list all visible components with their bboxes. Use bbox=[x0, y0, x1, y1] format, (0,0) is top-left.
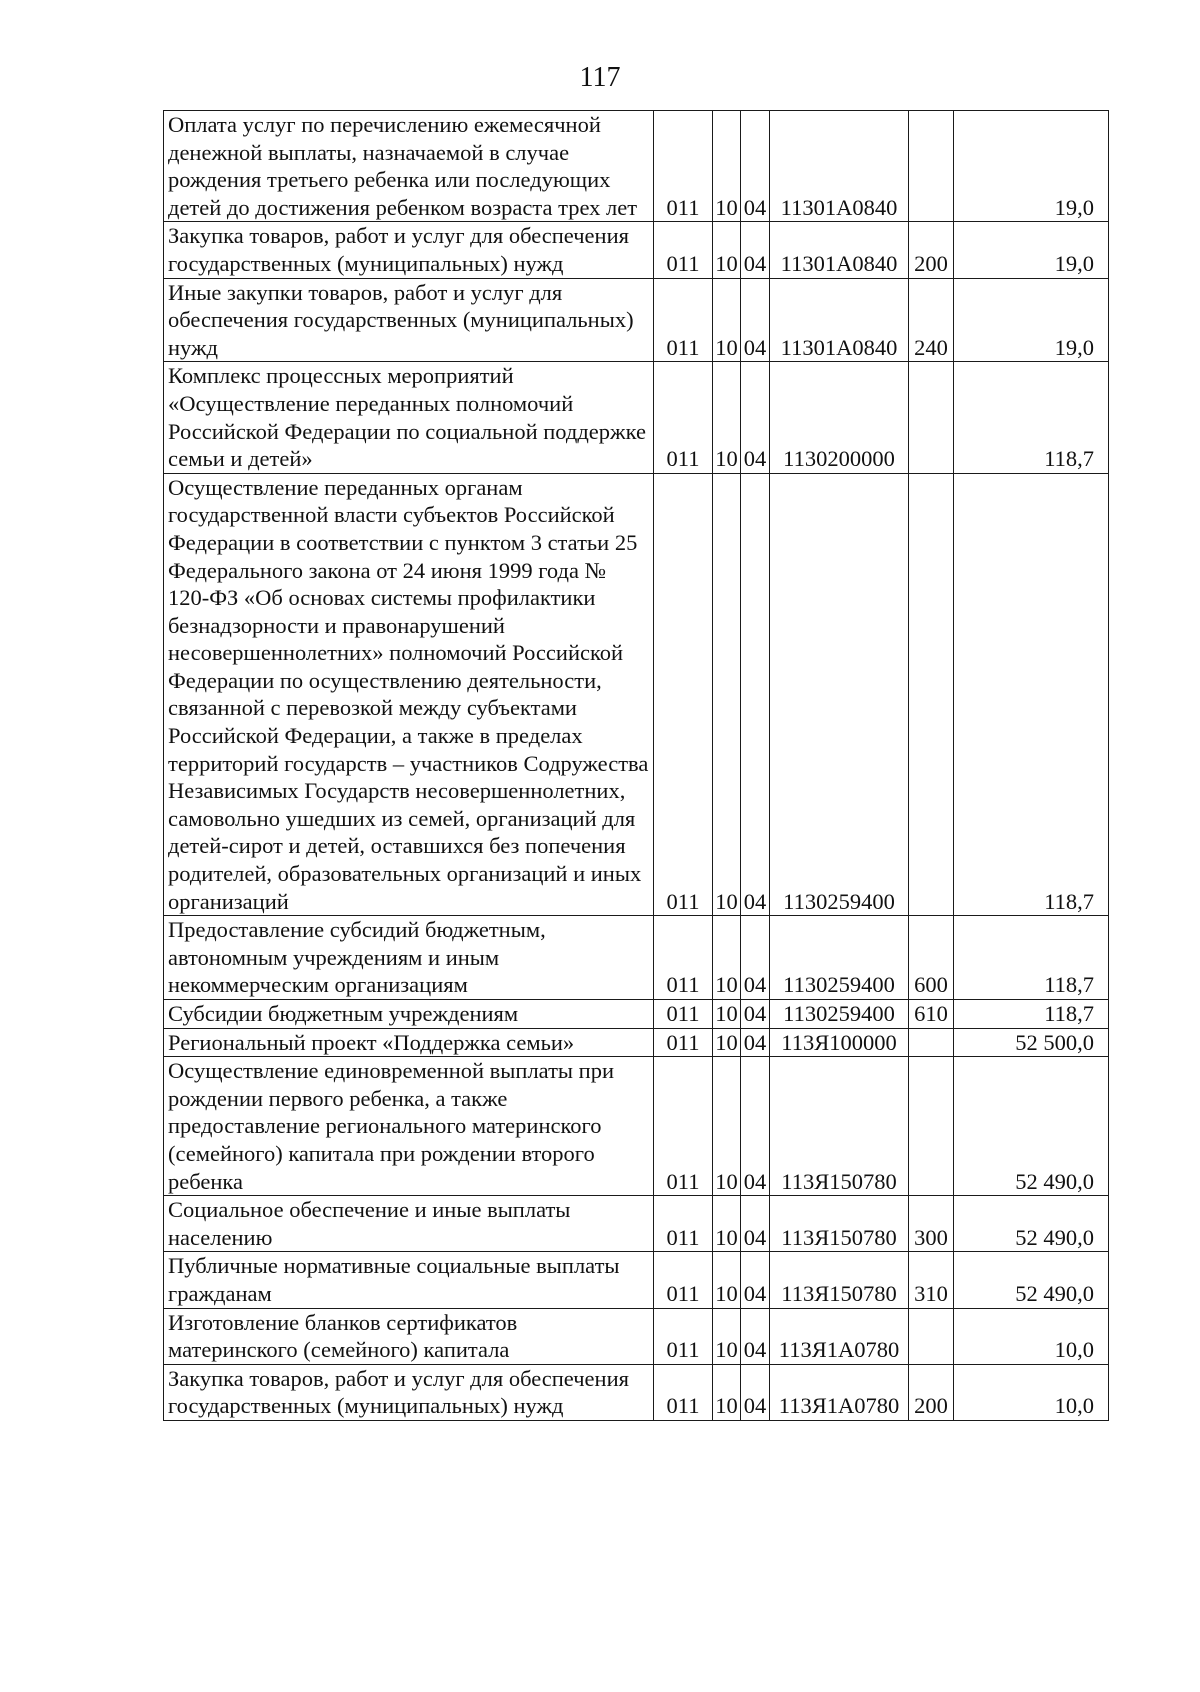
row-name: Предоставление субсидий бюджетным, автономным учреждениям и иным некоммерческим организациям bbox=[164, 916, 654, 1000]
amount: 118,7 bbox=[954, 916, 1109, 1000]
target-article-code: 1130259400 bbox=[770, 916, 909, 1000]
amount: 19,0 bbox=[954, 111, 1109, 222]
table-row bbox=[164, 473, 1109, 916]
subsection-code: 04 bbox=[741, 111, 770, 222]
target-article-code: 1130259400 bbox=[770, 473, 909, 916]
table-row bbox=[164, 111, 1109, 222]
table-row bbox=[164, 278, 1109, 362]
amount: 118,7 bbox=[954, 362, 1109, 473]
expense-type-code: 600 bbox=[909, 916, 954, 1000]
section-code: 10 bbox=[713, 111, 741, 222]
expense-type-code bbox=[909, 473, 954, 916]
section-code: 10 bbox=[713, 1308, 741, 1364]
target-article-code: 1130200000 bbox=[770, 362, 909, 473]
ministry-code: 011 bbox=[654, 1000, 713, 1029]
expense-type-code bbox=[909, 1308, 954, 1364]
amount: 118,7 bbox=[954, 1000, 1109, 1029]
amount: 19,0 bbox=[954, 278, 1109, 362]
amount: 52 500,0 bbox=[954, 1028, 1109, 1057]
table-row bbox=[164, 1308, 1109, 1364]
subsection-code: 04 bbox=[741, 362, 770, 473]
subsection-code: 04 bbox=[741, 1196, 770, 1252]
section-code: 10 bbox=[713, 1364, 741, 1420]
ministry-code: 011 bbox=[654, 1364, 713, 1420]
expense-type-code bbox=[909, 1057, 954, 1196]
subsection-code: 04 bbox=[741, 1252, 770, 1308]
section-code: 10 bbox=[713, 1028, 741, 1057]
target-article-code: 113Я1А0780 bbox=[770, 1364, 909, 1420]
section-code: 10 bbox=[713, 1057, 741, 1196]
ministry-code: 011 bbox=[654, 916, 713, 1000]
table-row bbox=[164, 362, 1109, 473]
subsection-code: 04 bbox=[741, 473, 770, 916]
row-name: Закупка товаров, работ и услуг для обеспечения государственных (муниципальных) нужд bbox=[164, 222, 654, 278]
section-code: 10 bbox=[713, 916, 741, 1000]
expense-type-code bbox=[909, 111, 954, 222]
table-row bbox=[164, 1057, 1109, 1196]
subsection-code: 04 bbox=[741, 278, 770, 362]
expense-type-code: 240 bbox=[909, 278, 954, 362]
ministry-code: 011 bbox=[654, 1308, 713, 1364]
table-row bbox=[164, 1028, 1109, 1057]
expense-type-code: 300 bbox=[909, 1196, 954, 1252]
row-name: Социальное обеспечение и иные выплаты населению bbox=[164, 1196, 654, 1252]
amount: 10,0 bbox=[954, 1364, 1109, 1420]
subsection-code: 04 bbox=[741, 916, 770, 1000]
row-name: Публичные нормативные социальные выплаты гражданам bbox=[164, 1252, 654, 1308]
target-article-code: 113Я1А0780 bbox=[770, 1308, 909, 1364]
expense-type-code: 200 bbox=[909, 222, 954, 278]
table-row bbox=[164, 222, 1109, 278]
section-code: 10 bbox=[713, 222, 741, 278]
expense-type-code: 200 bbox=[909, 1364, 954, 1420]
section-code: 10 bbox=[713, 1252, 741, 1308]
ministry-code: 011 bbox=[654, 222, 713, 278]
amount: 118,7 bbox=[954, 473, 1109, 916]
row-name: Осуществление переданных органам государственной власти субъектов Российской Федерации в соответствии с пунктом 3 статьи 25 Федерального закона от 24 июня 1999 года № 120-ФЗ «Об основах системы профилактики безнадзорности и правонарушений несовершеннолетних» полномочий Российской Федерации по осуществлению деятельности, связанной с перевозкой между субъектами Российской Федерации, а также в пределах территорий государств – участников Содружества Независимых Государств несовершеннолетних, самовольно ушедших из семей, организаций для детей-сирот и детей, оставшихся без попечения родителей, образовательных организаций и иных организаций bbox=[164, 473, 654, 916]
target-article-code: 1130259400 bbox=[770, 1000, 909, 1029]
section-code: 10 bbox=[713, 1196, 741, 1252]
subsection-code: 04 bbox=[741, 222, 770, 278]
ministry-code: 011 bbox=[654, 278, 713, 362]
ministry-code: 011 bbox=[654, 473, 713, 916]
target-article-code: 11301А0840 bbox=[770, 111, 909, 222]
row-name: Осуществление единовременной выплаты при рождении первого ребенка, а также предоставление регионального материнского (семейного) капитала при рождении второго ребенка bbox=[164, 1057, 654, 1196]
ministry-code: 011 bbox=[654, 1028, 713, 1057]
row-name: Изготовление бланков сертификатов материнского (семейного) капитала bbox=[164, 1308, 654, 1364]
ministry-code: 011 bbox=[654, 1057, 713, 1196]
budget-table bbox=[163, 110, 1109, 1421]
table-row bbox=[164, 1252, 1109, 1308]
table-row bbox=[164, 1000, 1109, 1029]
subsection-code: 04 bbox=[741, 1364, 770, 1420]
expense-type-code bbox=[909, 362, 954, 473]
section-code: 10 bbox=[713, 1000, 741, 1029]
row-name: Закупка товаров, работ и услуг для обеспечения государственных (муниципальных) нужд bbox=[164, 1364, 654, 1420]
amount: 10,0 bbox=[954, 1308, 1109, 1364]
target-article-code: 11301А0840 bbox=[770, 278, 909, 362]
subsection-code: 04 bbox=[741, 1000, 770, 1029]
row-name: Субсидии бюджетным учреждениям bbox=[164, 1000, 654, 1029]
amount: 52 490,0 bbox=[954, 1057, 1109, 1196]
subsection-code: 04 bbox=[741, 1308, 770, 1364]
expense-type-code: 310 bbox=[909, 1252, 954, 1308]
table-row bbox=[164, 1364, 1109, 1420]
row-name: Оплата услуг по перечислению ежемесячной денежной выплаты, назначаемой в случае рождения третьего ребенка или последующих детей до достижения ребенком возраста трех лет bbox=[164, 111, 654, 222]
row-name: Комплекс процессных мероприятий «Осуществление переданных полномочий Российской Федерации по социальной поддержке семьи и детей» bbox=[164, 362, 654, 473]
table-row bbox=[164, 1196, 1109, 1252]
ministry-code: 011 bbox=[654, 1252, 713, 1308]
table-row bbox=[164, 916, 1109, 1000]
expense-type-code: 610 bbox=[909, 1000, 954, 1029]
target-article-code: 113Я100000 bbox=[770, 1028, 909, 1057]
subsection-code: 04 bbox=[741, 1028, 770, 1057]
amount: 52 490,0 bbox=[954, 1252, 1109, 1308]
ministry-code: 011 bbox=[654, 1196, 713, 1252]
section-code: 10 bbox=[713, 278, 741, 362]
target-article-code: 11301А0840 bbox=[770, 222, 909, 278]
target-article-code: 113Я150780 bbox=[770, 1252, 909, 1308]
page-number: 117 bbox=[579, 62, 621, 93]
section-code: 10 bbox=[713, 473, 741, 916]
subsection-code: 04 bbox=[741, 1057, 770, 1196]
row-name: Региональный проект «Поддержка семьи» bbox=[164, 1028, 654, 1057]
target-article-code: 113Я150780 bbox=[770, 1196, 909, 1252]
ministry-code: 011 bbox=[654, 362, 713, 473]
section-code: 10 bbox=[713, 362, 741, 473]
amount: 19,0 bbox=[954, 222, 1109, 278]
row-name: Иные закупки товаров, работ и услуг для обеспечения государственных (муниципальных) нужд bbox=[164, 278, 654, 362]
amount: 52 490,0 bbox=[954, 1196, 1109, 1252]
expense-type-code bbox=[909, 1028, 954, 1057]
target-article-code: 113Я150780 bbox=[770, 1057, 909, 1196]
table-body bbox=[164, 111, 1109, 1421]
ministry-code: 011 bbox=[654, 111, 713, 222]
